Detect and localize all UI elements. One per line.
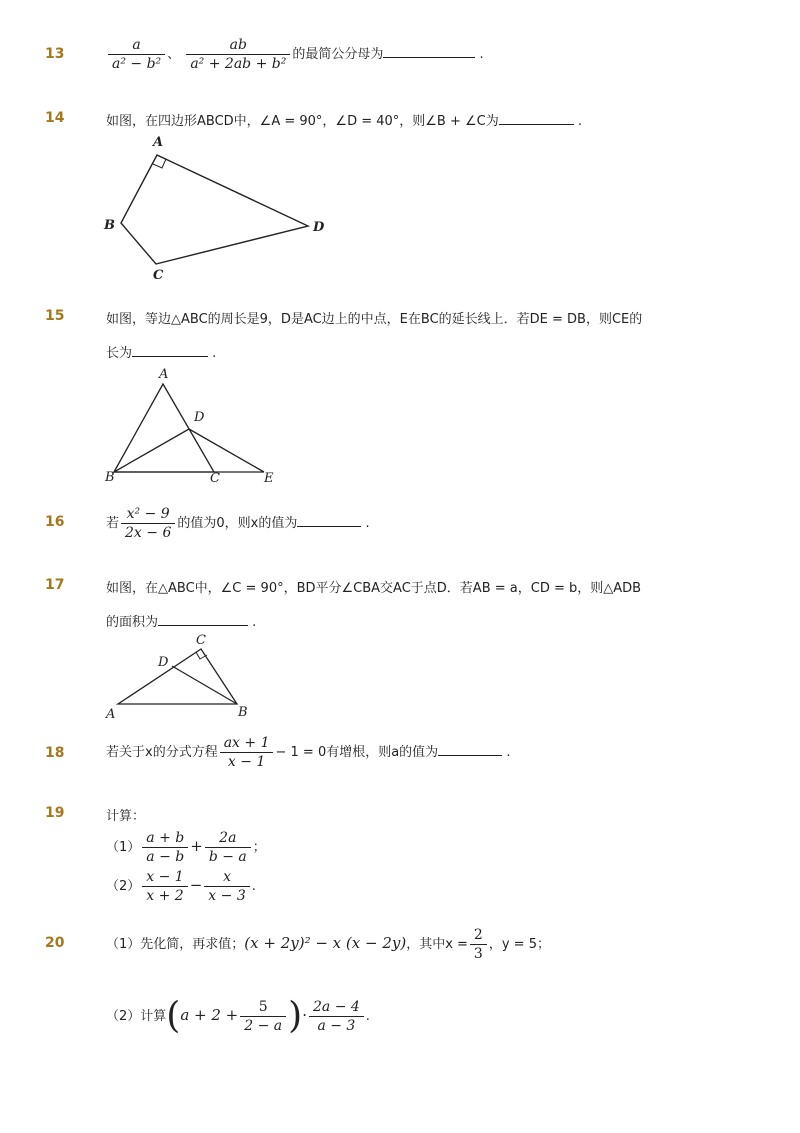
numerator: 2 [470, 926, 487, 945]
question-text: 的面积为 [106, 615, 159, 630]
end-mark: . [251, 879, 256, 894]
fraction [108, 36, 165, 73]
question-text: 长为 [106, 346, 133, 361]
question-17-line-1 [106, 577, 641, 596]
denominator: 2 − a [244, 1018, 283, 1034]
question-number: 13 [45, 46, 65, 62]
vertex-label: A [106, 707, 116, 722]
question-number: 20 [45, 935, 65, 951]
question-15-line-2 [106, 342, 216, 361]
denominator: 3 [473, 946, 483, 962]
question-text: ，其中x = [406, 937, 468, 952]
segment-bd [172, 666, 237, 704]
numerator: ab [186, 36, 290, 55]
denominator: a − 3 [317, 1018, 356, 1034]
vertex-label: D [313, 220, 325, 235]
segment-de [189, 429, 264, 472]
end-mark: . [365, 1009, 370, 1024]
triangle-figure [100, 362, 290, 492]
denominator: x + 2 [146, 888, 184, 904]
answer-blank[interactable] [132, 344, 208, 357]
triangle-abc [118, 649, 237, 704]
answer-blank[interactable] [499, 112, 574, 125]
numerator: 2a [205, 829, 251, 848]
question-text: 如图，在四边形ABCD中，∠A = 90°，∠D = 40°，则∠B + ∠C为 [106, 114, 499, 129]
question-number: 14 [45, 110, 65, 126]
fraction [205, 829, 251, 866]
answer-blank[interactable] [438, 743, 502, 756]
math-expression: (x + 2y)² − x (x − 2y) [244, 934, 407, 952]
end-mark: . [365, 516, 370, 531]
vertex-label: A [159, 367, 169, 382]
numerator: ax + 1 [220, 734, 274, 753]
question-number: 16 [45, 514, 65, 530]
answer-blank[interactable] [297, 514, 361, 527]
fraction [142, 868, 187, 905]
numerator: x − 1 [142, 868, 187, 887]
part-label: （2）计算 [106, 1009, 167, 1024]
question-19-part-2 [106, 868, 256, 905]
end-mark: . [252, 615, 257, 630]
vertex-label: A [153, 135, 164, 150]
numerator: a [108, 36, 165, 55]
question-19-part-1 [106, 829, 266, 866]
question-text: − 1 = 0有增根，则a的值为 [275, 745, 439, 760]
question-prefix: 若 [106, 516, 120, 531]
end-mark: . [577, 114, 583, 129]
vertex-label: C [153, 268, 164, 283]
answer-blank[interactable] [383, 45, 475, 58]
answer-blank[interactable] [158, 613, 248, 626]
end-mark: ； [252, 840, 266, 855]
separator: 、 [167, 47, 181, 62]
math-expression: a + 2 + [180, 1006, 239, 1024]
question-text: 如图，在△ABC中，∠C = 90°，BD平分∠CBA交AC于点D．若AB = a，CD = b，则△ADB [106, 581, 642, 596]
vertex-label: C [210, 471, 220, 486]
denominator: x − 1 [227, 754, 266, 770]
fraction [240, 998, 286, 1035]
fraction [204, 868, 249, 905]
right-angle-mark [153, 155, 166, 168]
end-mark: ，y = 5； [488, 937, 550, 952]
numerator: 2a − 4 [309, 998, 364, 1017]
question-13 [106, 36, 484, 73]
operator: − [189, 876, 203, 894]
denominator: a² + 2ab + b² [190, 56, 287, 72]
part-label: （1）先化简，再求值； [106, 937, 245, 952]
question-20-part-2 [106, 995, 370, 1037]
question-number: 15 [45, 308, 65, 324]
fraction [121, 505, 175, 542]
numerator: x² − 9 [121, 505, 175, 524]
left-paren: ( [166, 995, 181, 1037]
end-mark: . [212, 346, 217, 361]
question-14 [106, 110, 582, 129]
triangle-abc [114, 384, 214, 472]
vertex-label: B [104, 218, 115, 233]
question-text: 的最简公分母为 [292, 47, 384, 62]
question-text: 如图，等边△ABC的周长是9，D是AC边上的中点，E在BC的延长线上．若DE = DB，则CE的 [106, 312, 643, 327]
fraction [309, 998, 364, 1035]
quadrilateral-figure [100, 133, 340, 283]
quadrilateral-shape [121, 155, 308, 264]
vertex-label: E [264, 471, 274, 486]
operator: + [190, 837, 203, 855]
right-paren: ) [288, 995, 303, 1037]
numerator: x [204, 868, 249, 887]
vertex-label: D [194, 410, 205, 425]
question-20-part-1 [106, 926, 550, 963]
right-triangle-figure [100, 628, 270, 723]
vertex-label: C [196, 633, 206, 648]
end-mark: . [506, 745, 511, 760]
operator: · [302, 1006, 307, 1024]
numerator: a + b [142, 829, 188, 848]
denominator: a − b [146, 849, 185, 865]
question-19-title: 计算： [106, 809, 146, 824]
fraction [470, 926, 487, 963]
question-18 [106, 734, 510, 771]
part-label: （2） [106, 879, 141, 894]
question-number: 18 [45, 745, 65, 761]
fraction [220, 734, 274, 771]
question-16 [106, 505, 370, 542]
right-angle-mark [196, 652, 207, 659]
question-15-line-1 [106, 308, 642, 327]
numerator: 5 [240, 998, 286, 1017]
fraction [142, 829, 188, 866]
denominator: 2x − 6 [125, 525, 172, 541]
vertex-label: B [105, 470, 115, 485]
denominator: x − 3 [208, 888, 246, 904]
question-number: 19 [45, 805, 65, 821]
vertex-label: B [238, 705, 248, 720]
vertex-label: D [158, 655, 169, 670]
part-label: （1） [106, 840, 141, 855]
question-number: 17 [45, 577, 65, 593]
denominator: b − a [208, 849, 247, 865]
question-text: 的值为0，则x的值为 [177, 516, 298, 531]
end-mark: . [479, 47, 484, 62]
question-prefix: 若关于x的分式方程 [106, 745, 218, 760]
denominator: a² − b² [112, 56, 162, 72]
fraction [186, 36, 290, 73]
